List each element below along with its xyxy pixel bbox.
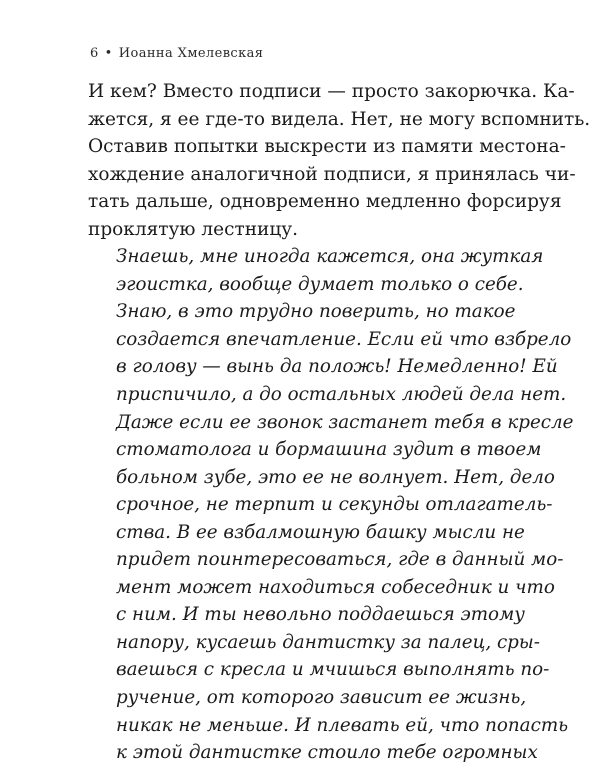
body-text (88, 78, 591, 767)
text-line: создается впечатление. Если ей что взбрело (116, 328, 572, 350)
text-line: ства. В ее взбалмошную башку мысли не (116, 521, 525, 543)
author-name: Иоанна Хмелевская (118, 46, 264, 61)
page-number: 6 (90, 46, 99, 61)
text-line: с ним. И ты невольно поддаешься этому (116, 604, 525, 626)
text-line: проклятую лестницу. (88, 218, 299, 240)
text-line: эгоистка, вообще думает только о себе. (116, 273, 524, 295)
text-line: в голову — вынь да положь! Немедленно! Ей (116, 356, 558, 378)
text-line: Даже если ее звонок застанет тебя в кресле (116, 411, 574, 433)
text-line: тать дальше, одновременно медленно форсируя (88, 191, 562, 213)
text-line: к этой дантистке стоило тебе огромных (116, 742, 538, 764)
text-line: Знаешь, мне иногда кажется, она жуткая (116, 246, 544, 268)
text-line: ручение, от которого зависит ее жизнь, (116, 687, 527, 709)
text-line: стоматолога и бормашина зудит в твоем (116, 439, 542, 461)
text-line: срочное, не терпит и секунды отлагатель- (116, 494, 553, 516)
text-line: жется, я ее где-то видела. Нет, не могу вспомнить. (88, 108, 591, 130)
text-line: ваешься с кресла и мчишься выполнять по- (116, 659, 550, 681)
text-line: мент может находиться собеседник и что (116, 576, 555, 598)
text-line: Знаю, в это трудно поверить, но такое (116, 301, 516, 323)
text-line: приспичило, а до остальных людей дела нет. (116, 384, 567, 406)
text-line: напору, кусаешь дантистку за палец, сры- (116, 631, 540, 653)
running-header (90, 46, 263, 61)
text-line: хождение аналогичной подписи, я принялась чи- (88, 163, 576, 185)
text-line: придет поинтересоваться, где в данный мо- (116, 549, 564, 571)
text-line: больном зубе, это ее не волнует. Нет, дело (116, 466, 555, 488)
text-line: никак не меньше. И плевать ей, что попасть (116, 714, 569, 736)
text-line: И кем? Вместо подписи — просто закорючка. Ка- (88, 81, 575, 102)
header-separator: • (104, 46, 113, 61)
text-line: Оставив попытки выскрести из памяти местона- (88, 136, 566, 158)
